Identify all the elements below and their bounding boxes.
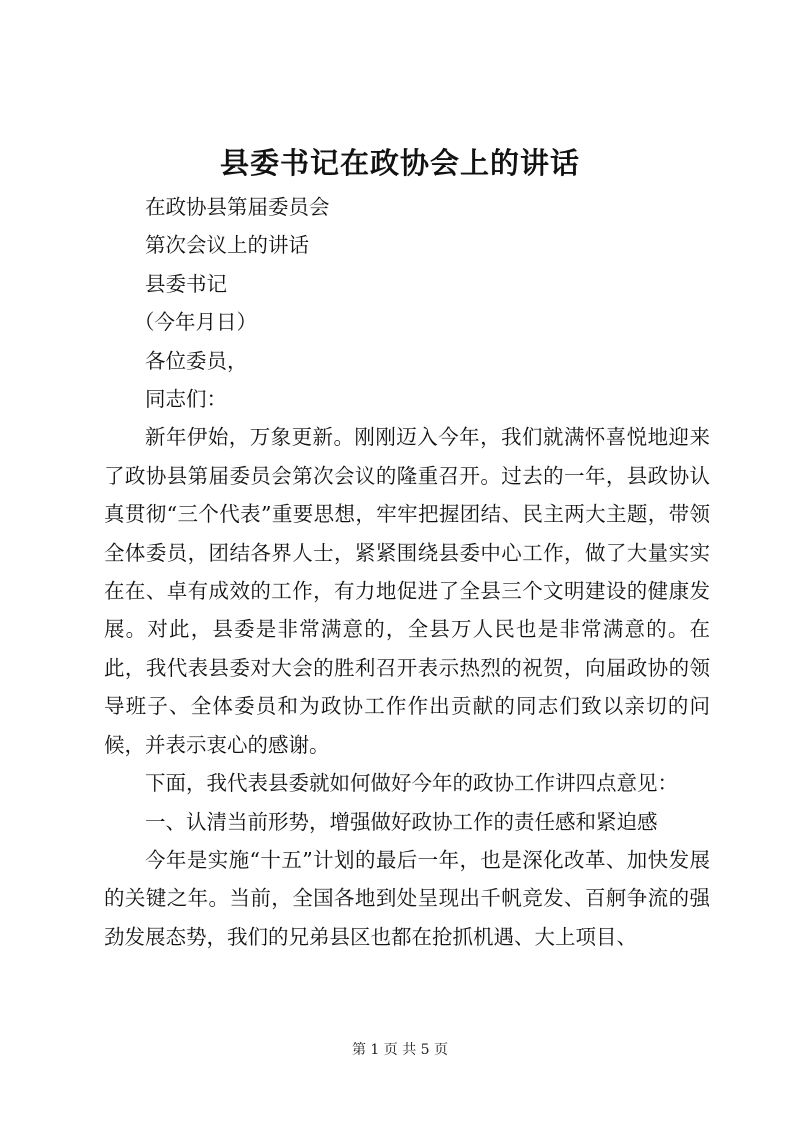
page-footer: 第 1 页 共 5 页 (351, 1042, 449, 1058)
header-line-meeting: 第次会议上的讲话 (145, 233, 309, 258)
header-line-committee: 在政协县第届委员会 (145, 195, 330, 219)
document-title: 县委书记在政协会上的讲话 (219, 146, 580, 180)
section-heading-1: 一、认清当前形势，增强做好政协工作的责任感和紧迫感 (145, 809, 658, 834)
paragraph-intro: 下面，我代表县委就如何做好今年的政协工作讲四点意见： (145, 771, 678, 796)
paragraph-opening: 新年伊始，万象更新。刚刚迈入今年，我们就满怀喜悦地迎来了政协县第届委员会第次会议的隆重召开。过去的一年，县政协认真贯彻“三个代表”重要思想，牢牢把握团结、民主两大主题，带领全体委员，团结各界人士，紧紧围绕县委中心工作，做了大量实实在在、卓有成效的工作，有力地促进了全县三个文明建设的健康发展。对此，县委是非常满意的，全县万人民也是非常满意的。在此，我代表县委对大会的胜利召开表示热烈的祝贺，向届政协的领导班子、全体委员和为政协工作作出贡献的同志们致以亲切的问候，并表示衷心的感谢。 (104, 425, 710, 757)
paragraph-section-1: 今年是实施“十五”计划的最后一年，也是深化改革、加快发展的关键之年。当前，全国各地到处呈现出千帆竞发、百舸争流的强劲发展态势，我们的兄弟县区也都在抢抓机遇、大上项目、 (104, 847, 710, 949)
header-line-speaker: 县委书记 (145, 271, 227, 296)
header-line-date: （今年月日） (134, 310, 257, 335)
salutation-comrades: 同志们： (145, 387, 227, 412)
document-body (104, 188, 710, 956)
salutation-members: 各位委员， (145, 348, 248, 373)
